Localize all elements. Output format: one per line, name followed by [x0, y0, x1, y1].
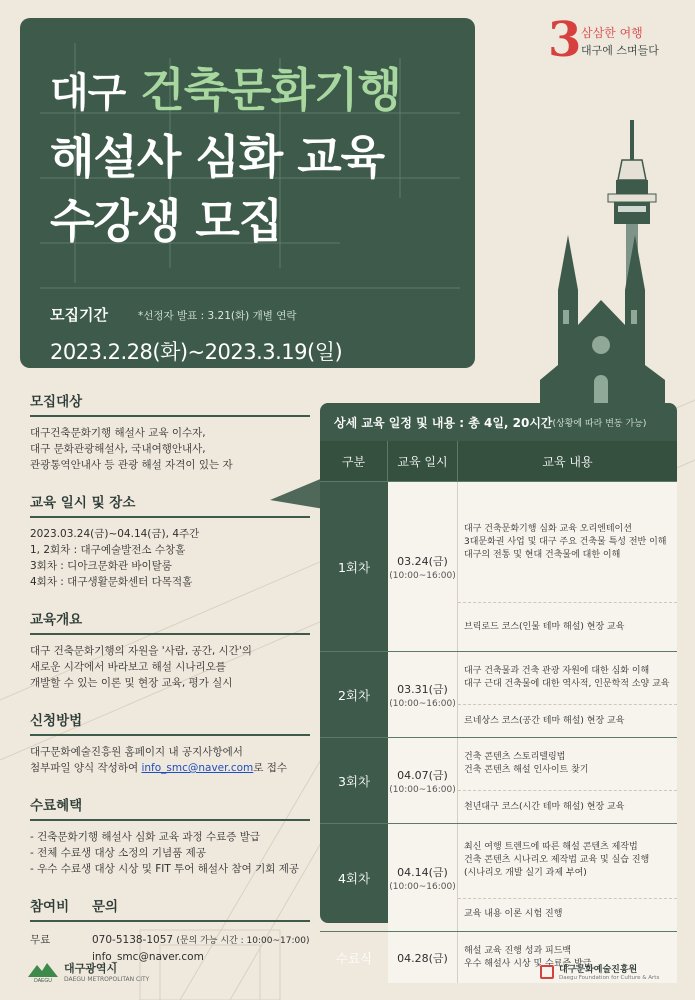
section-title-target: 모집대상 — [30, 390, 310, 417]
schedule-column-headers — [320, 441, 677, 481]
content-line: 대구 건축물과 건축 관광 자원에 대한 심화 이해 — [464, 666, 650, 676]
content-line: 천년대구 코스(시간 테마 해설) 현장 교육 — [464, 801, 625, 812]
content-line: 3대문화권 사업 및 대구 주요 건축물 특성 전반 이해 — [464, 536, 667, 547]
foundation-name: 대구문화예술진흥원 — [559, 965, 638, 975]
content-line: 브릭로드 코스(인물 테마 해설) 현장 교육 — [464, 621, 625, 632]
date-cell — [388, 932, 458, 983]
benefit-line: - 건축문화기행 해설사 심화 교육 과정 수료증 발급 — [30, 831, 261, 843]
content-line: 건축 콘텐츠 시나리오 제작법 교육 및 실습 진행 — [464, 855, 650, 866]
content-line: 대구의 전통 및 현대 건축물에 대한 이해 — [464, 549, 621, 560]
content-line: (시나리오 개발 실기 과제 부여) — [464, 868, 587, 879]
daegu-city-text — [64, 960, 149, 983]
date-cell — [388, 482, 458, 651]
content-line: 대구 근대 건축물에 대한 역사적, 인문학적 소양 교육 — [464, 679, 670, 689]
target-line: 관광통역안내사 등 관광 해설 자격이 있는 자 — [30, 459, 233, 471]
section-title-benefit: 수료혜택 — [30, 794, 310, 821]
schedule-title: 상세 교육 일정 및 내용 : 총 4일, 20시간 — [334, 415, 553, 430]
benefit-line: - 전체 수료생 대상 소정의 기념품 제공 — [30, 847, 206, 859]
overview-line: 새로운 시각에서 바라보고 해설 시나리오를 — [30, 661, 226, 673]
content-line: 대구 건축문화기행 심화 교육 오리엔테이션 — [464, 523, 632, 534]
info-column — [30, 390, 310, 983]
fee-value: 무료 — [30, 934, 51, 946]
column-header-date: 교육 일시 — [388, 441, 458, 481]
session-cell: 3회차 — [337, 773, 371, 789]
content-part — [458, 738, 677, 790]
daegu-city-logo — [28, 960, 149, 983]
apply-line — [30, 760, 310, 776]
cathedral-icon — [540, 235, 665, 410]
content-line: 건축 콘텐츠 스토리텔링법 — [464, 752, 566, 762]
schedule-header — [320, 403, 677, 441]
daegu-city-en: DAEGU METROPOLITAN CITY — [64, 976, 150, 983]
contact-phone[interactable]: 070-5138-1057 — [92, 934, 174, 946]
content-part — [458, 602, 677, 651]
session-time: (10:00~16:00) — [389, 881, 456, 892]
content-part — [458, 898, 677, 932]
schedule-row — [320, 651, 677, 737]
contact-hours: (문의 가능 시간 : 10:00~17:00) — [176, 936, 310, 946]
content-cell — [458, 482, 677, 651]
contact-title: 문의 — [92, 899, 119, 915]
content-cell — [458, 824, 677, 931]
schedule-row — [320, 481, 677, 651]
title-line-1 — [50, 58, 401, 125]
overview-line: 대구 건축문화기행의 자원을 '사람, 공간, 시간'의 — [30, 645, 252, 657]
section-target — [30, 390, 310, 473]
session-time: (10:00~16:00) — [389, 698, 456, 709]
recruit-period-label: 모집기간 — [50, 306, 108, 324]
overview-line: 개발할 수 있는 이론 및 현장 교육, 평가 실시 — [30, 677, 233, 689]
column-header-content: 교육 내용 — [542, 454, 593, 469]
foundation-logo-icon — [540, 965, 554, 979]
apply-email-link[interactable]: info_smc@naver.com — [141, 762, 254, 774]
content-line: 교육 내용 이론 시험 진행 — [464, 909, 563, 920]
foundation-en: Daegu Foundation for Culture & Arts — [559, 975, 660, 981]
when-line: 1, 2회차 : 대구예술발전소 수창홀 — [30, 544, 186, 556]
title-accent: 건축문화기행 — [140, 63, 401, 117]
when-line: 4회차 : 대구생활문화센터 다목적홀 — [30, 576, 193, 588]
hero-banner — [20, 18, 475, 368]
content-cell — [458, 652, 677, 737]
schedule-row — [320, 823, 677, 931]
target-line: 대구 문화관광해설사, 국내여행안내사, — [30, 443, 206, 455]
content-part — [458, 824, 677, 898]
apply-text-tail: 로 접수 — [253, 762, 288, 774]
content-line: 르네상스 코스(공간 테마 해설) 현장 교육 — [464, 715, 625, 726]
apply-line: 대구문화예술진흥원 홈페이지 내 공지사항에서 — [30, 746, 243, 758]
session-cell: 2회차 — [337, 687, 371, 703]
target-line: 대구건축문화기행 해설사 교육 이수자, — [30, 427, 206, 439]
campaign-logo — [548, 12, 678, 68]
session-date: 03.24(금) — [397, 554, 448, 568]
section-when — [30, 491, 310, 590]
schedule-row — [320, 737, 677, 823]
foundation-logo — [540, 962, 659, 981]
logo-number: 3 — [548, 12, 582, 68]
session-cell: 1회차 — [337, 559, 371, 575]
section-title-overview: 교육개요 — [30, 608, 310, 635]
recruit-note: *선정자 발표 : 3.21(화) 개별 연락 — [138, 310, 297, 322]
session-date: 04.14(금) — [397, 865, 448, 879]
schedule-body — [320, 481, 677, 983]
foundation-text — [559, 962, 659, 981]
session-time: (10:00~16:00) — [389, 570, 456, 581]
content-part — [458, 482, 677, 602]
session-cell: 수료식 — [335, 950, 373, 966]
apply-text: 첨부파일 양식 작성하여 — [30, 762, 142, 774]
session-date: 03.31(금) — [397, 682, 448, 696]
content-line: 우수 해설사 시상 및 수료증 발급 — [464, 958, 592, 969]
title-line-2: 해설사 심화 교육 — [50, 130, 385, 184]
logo-line-2: 대구에 스며들다 — [581, 44, 659, 57]
column-header-session: 구분 — [320, 441, 388, 481]
schedule-note: (상황에 따라 변동 가능) — [552, 418, 647, 429]
date-cell — [388, 824, 458, 931]
session-cell: 4회차 — [337, 870, 371, 886]
landmark-illustration — [530, 110, 695, 410]
when-line: 3회차 : 디아크문화관 바이탈룸 — [30, 560, 172, 572]
section-benefit — [30, 794, 310, 877]
when-period: 2023.03.24(금)~04.14(금), 4주간 — [30, 528, 200, 540]
recruit-dates: 2023.2.28(화)~2023.3.19(일) — [50, 340, 343, 364]
daegu-city-name: 대구광역시 — [64, 962, 118, 975]
title-line-3: 수강생 모집 — [50, 194, 283, 248]
date-cell — [388, 652, 458, 737]
contact-phone-line — [92, 932, 309, 949]
content-part — [458, 704, 677, 737]
content-line: 최신 여행 트렌드에 따른 해설 콘텐츠 제작법 — [464, 842, 638, 853]
contact-header — [30, 895, 310, 922]
hero-title — [50, 58, 401, 253]
contact-email[interactable]: info_smc@naver.com — [92, 951, 204, 963]
content-cell — [458, 738, 677, 823]
section-title-when: 교육 일시 및 장소 — [30, 491, 310, 518]
title-daegu: 대구 — [50, 70, 126, 116]
daegu-mountain-icon — [28, 961, 58, 983]
benefit-line: - 우수 수료생 대상 시상 및 FIT 투어 해설사 참여 기회 제공 — [30, 863, 300, 875]
session-date: 04.07(금) — [397, 768, 448, 782]
content-line: 건축 콘텐츠 해설 인사이트 찾기 — [464, 765, 589, 775]
section-apply — [30, 709, 310, 776]
fee-title: 참여비 — [30, 899, 70, 915]
content-part — [458, 652, 677, 704]
section-contact — [30, 895, 310, 965]
date-cell — [388, 738, 458, 823]
section-title-apply: 신청방법 — [30, 709, 310, 736]
section-overview — [30, 608, 310, 691]
daegu-mark-text: DAEGU — [34, 977, 52, 984]
logo-line-1: 삼삼한 여행 — [581, 26, 643, 40]
content-part — [458, 790, 677, 823]
session-date: 04.28(금) — [397, 951, 448, 965]
session-time: (10:00~16:00) — [389, 784, 456, 795]
content-line: 해설 교육 진행 성과 피드백 — [464, 945, 572, 956]
schedule-table — [320, 403, 677, 969]
